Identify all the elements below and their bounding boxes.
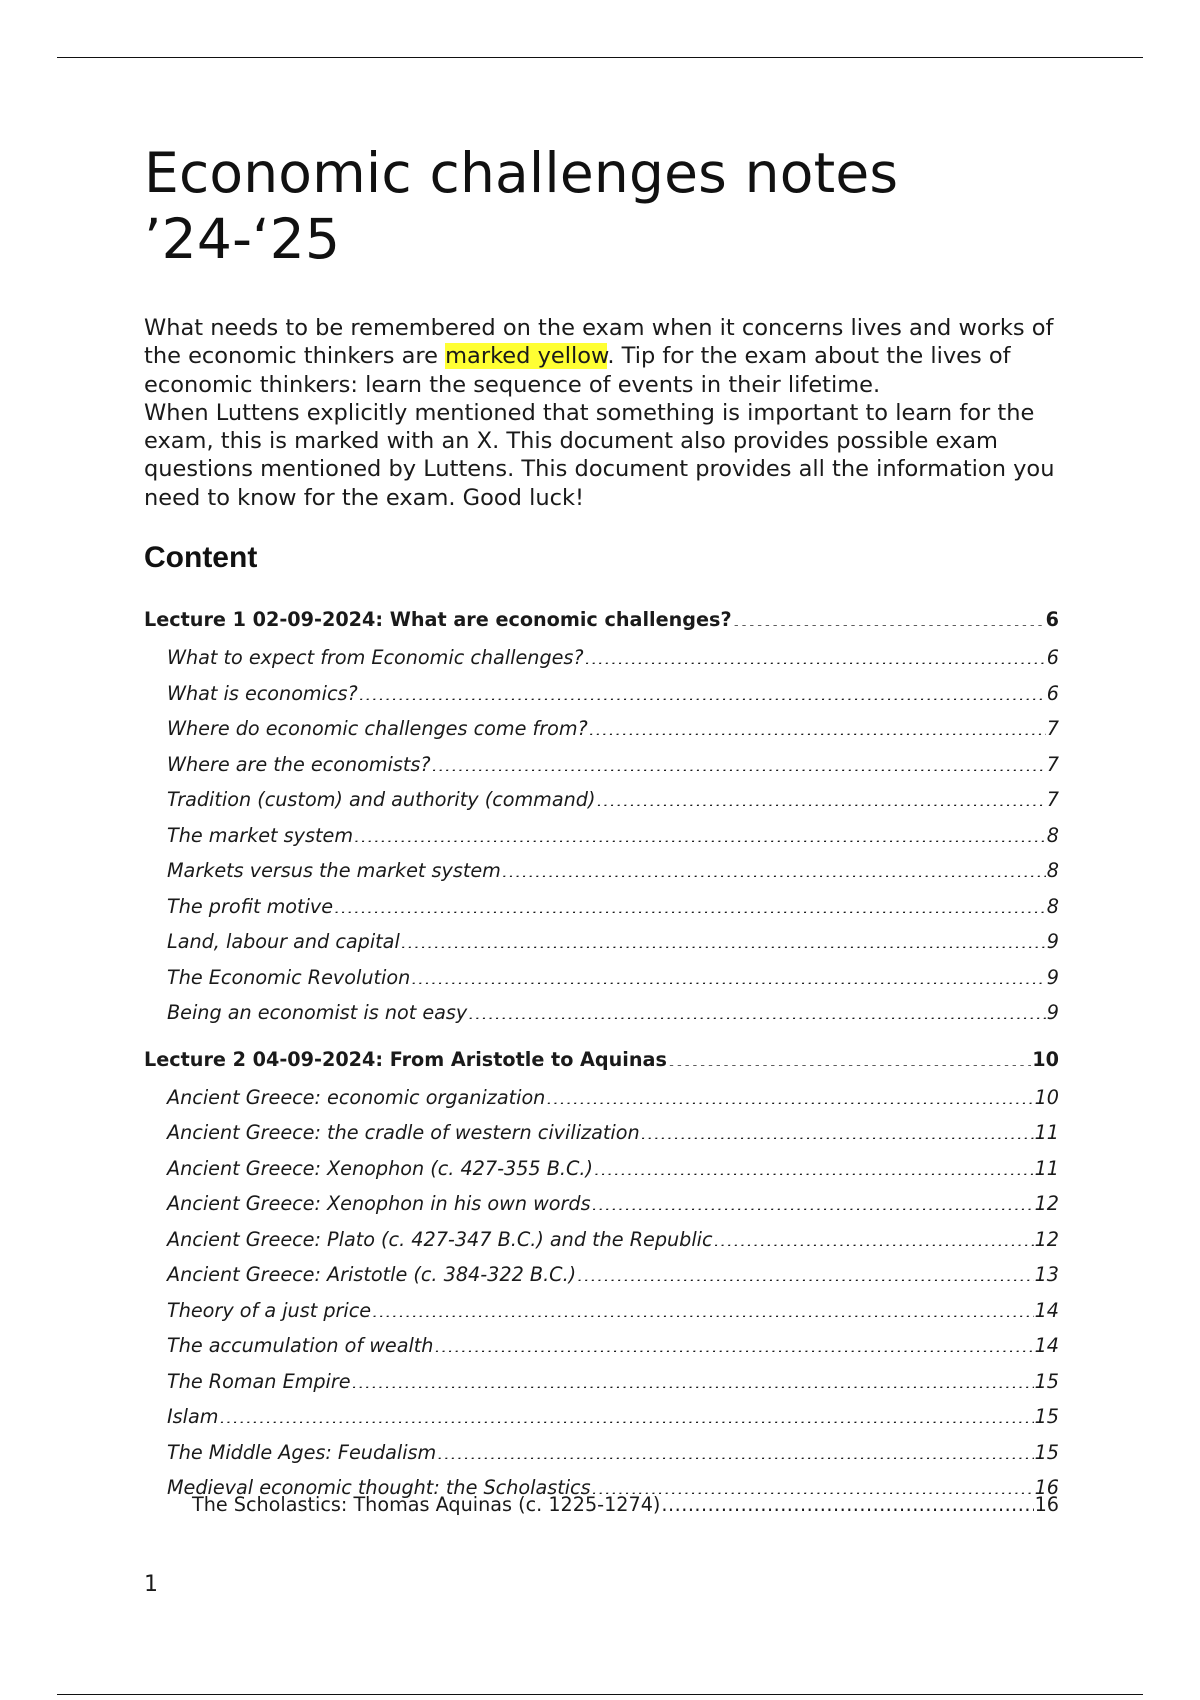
toc-entry-label: Ancient Greece: Xenophon (c. 427-355 B.C.) [167, 1156, 593, 1180]
toc-entry-page: 14 [1034, 1298, 1059, 1322]
toc-entry-page: 6 [1046, 646, 1059, 670]
toc-entry-page: 12 [1034, 1192, 1059, 1216]
toc-leader-dots [577, 1258, 1033, 1281]
toc-leader-dots [502, 854, 1046, 877]
toc-entry-page: 15 [1034, 1369, 1059, 1393]
intro-paragraph-1 [144, 314, 1059, 399]
toc-leader-dots [411, 961, 1046, 984]
toc-entry-label: The profit motive [167, 894, 334, 918]
toc-item[interactable] [144, 1151, 1059, 1187]
intro-text-end: . Tip for the exam about the lives of economic thinkers: learn the sequence of events in their lifetime. [144, 343, 1011, 398]
toc-item[interactable] [144, 924, 1059, 960]
table-of-contents [144, 600, 1059, 1518]
toc-entry-label: The accumulation of wealth [167, 1334, 434, 1358]
toc-entry-label: What to expect from Economic challenges? [167, 646, 584, 670]
toc-leader-dots [354, 819, 1046, 842]
toc-item[interactable] [144, 1186, 1059, 1222]
header-rule [57, 57, 1143, 58]
toc-entry-label: Theory of a just price [167, 1298, 372, 1322]
toc-entry-page: 12 [1034, 1227, 1059, 1251]
toc-entry-page: 10 [1034, 1085, 1059, 1109]
toc-entry-label: What is economics? [167, 681, 358, 705]
toc-item[interactable] [144, 1115, 1059, 1151]
toc-entry-page: 8 [1046, 823, 1059, 847]
toc-entry-page: 9 [1046, 930, 1059, 954]
toc-item[interactable] [144, 995, 1059, 1031]
toc-leader-dots [733, 603, 1045, 626]
toc-entry-page: 8 [1046, 894, 1059, 918]
toc-item[interactable] [144, 853, 1059, 889]
toc-entry-page: 13 [1034, 1263, 1059, 1287]
toc-entry-label: The Economic Revolution [167, 965, 411, 989]
toc-item[interactable] [144, 889, 1059, 925]
toc-leader-dots [592, 1471, 1034, 1494]
toc-subitem[interactable] [144, 1494, 1059, 1518]
toc-leader-dots [468, 996, 1046, 1019]
toc-entry-label: Ancient Greece: economic organization [167, 1085, 546, 1109]
footer-rule [57, 1694, 1143, 1695]
toc-item[interactable] [144, 747, 1059, 783]
toc-item[interactable] [144, 1257, 1059, 1293]
toc-entry-label: Ancient Greece: Aristotle (c. 384-322 B.C.) [167, 1263, 577, 1287]
intro-paragraph-2: When Luttens explicitly mentioned that something is important to learn for the exam, this is marked with an X. This document also provides possible exam questions mentioned by Luttens. This document provides all the information you need to know for the exam. Good luck! [144, 399, 1055, 511]
toc-entry-label: Where do economic challenges come from? [167, 717, 588, 741]
toc-entry-label: The Middle Ages: Feudalism [167, 1440, 437, 1464]
toc-entry-label: Lecture 2 04-09-2024: From Aristotle to Aquinas [144, 1047, 667, 1071]
toc-leader-dots [401, 925, 1046, 948]
highlight-marked-yellow: marked yellow [445, 343, 608, 370]
toc-entry-label: Ancient Greece: Plato (c. 427-347 B.C.) and the Republic [167, 1227, 713, 1251]
toc-entry-label: Lecture 1 02-09-2024: What are economic challenges? [144, 608, 732, 632]
page-number: 1 [144, 1572, 158, 1597]
toc-entry-label: Ancient Greece: the cradle of western civilization [167, 1121, 640, 1145]
toc-entry-label: Tradition (custom) and authority (command) [167, 788, 596, 812]
toc-entry-page: 9 [1046, 965, 1059, 989]
toc-entry-page: 16 [1034, 1492, 1059, 1516]
toc-lecture-2[interactable] [144, 1040, 1059, 1080]
toc-entry-label: The market system [167, 823, 354, 847]
toc-leader-dots [641, 1116, 1034, 1139]
toc-entry-label: Ancient Greece: Xenophon in his own words [167, 1192, 591, 1216]
toc-entry-page: 7 [1046, 788, 1059, 812]
toc-leader-dots [592, 1187, 1034, 1210]
toc-entry-page: 6 [1046, 681, 1059, 705]
toc-item[interactable] [144, 1080, 1059, 1116]
toc-leader-dots [661, 1494, 1033, 1517]
toc-entry-label: The Scholastics: Thomas Aquinas (c. 1225-1274) [192, 1492, 661, 1516]
toc-entry-page: 15 [1034, 1440, 1059, 1464]
toc-leader-dots [596, 783, 1045, 806]
toc-item[interactable] [144, 640, 1059, 676]
document-page [144, 140, 1059, 1518]
toc-leader-dots [352, 1365, 1034, 1388]
toc-leader-dots [668, 1043, 1031, 1066]
toc-leader-dots [219, 1400, 1033, 1423]
toc-item[interactable] [144, 1293, 1059, 1329]
toc-entry-page: 16 [1034, 1476, 1059, 1500]
toc-leader-dots [372, 1294, 1033, 1317]
toc-item[interactable] [144, 818, 1059, 854]
toc-entry-label: Markets versus the market system [167, 859, 501, 883]
toc-item[interactable] [144, 782, 1059, 818]
toc-item[interactable] [144, 1435, 1059, 1471]
toc-leader-dots [585, 641, 1046, 664]
toc-leader-dots [437, 1436, 1033, 1459]
toc-entry-page: 15 [1034, 1405, 1059, 1429]
toc-item[interactable] [144, 1222, 1059, 1258]
content-heading: Content [144, 541, 258, 575]
toc-item[interactable] [144, 1399, 1059, 1435]
toc-entry-page: 9 [1046, 1001, 1059, 1025]
toc-item[interactable] [144, 960, 1059, 996]
toc-entry-label: Being an economist is not easy [167, 1001, 468, 1025]
toc-entry-label: Land, labour and capital [167, 930, 400, 954]
intro-text [144, 314, 1059, 512]
toc-item[interactable] [144, 1364, 1059, 1400]
toc-entry-label: Where are the economists? [167, 752, 431, 776]
toc-entry-page: 11 [1034, 1121, 1059, 1145]
toc-leader-dots [359, 677, 1046, 700]
toc-entry-page: 7 [1046, 752, 1059, 776]
toc-item[interactable] [144, 711, 1059, 747]
toc-leader-dots [589, 712, 1046, 735]
toc-leader-dots [546, 1081, 1033, 1104]
toc-entry-page: 11 [1034, 1156, 1059, 1180]
toc-entry-label: Medieval economic thought: the Scholastics [167, 1476, 591, 1500]
toc-item[interactable] [144, 1328, 1059, 1364]
toc-leader-dots [434, 1329, 1033, 1352]
toc-leader-dots [334, 890, 1046, 913]
toc-entry-label: The Roman Empire [167, 1369, 351, 1393]
toc-leader-dots [714, 1223, 1034, 1246]
toc-entry-page: 14 [1034, 1334, 1059, 1358]
toc-leader-dots [594, 1152, 1034, 1175]
toc-leader-dots [432, 748, 1046, 771]
toc-item[interactable] [144, 676, 1059, 712]
toc-entry-page: 6 [1045, 608, 1059, 632]
document-title: Economic challenges notes ’24-‘25 [144, 141, 899, 271]
toc-entry-page: 7 [1046, 717, 1059, 741]
toc-lecture-1[interactable] [144, 600, 1059, 640]
toc-entry-page: 10 [1032, 1047, 1059, 1071]
toc-entry-label: Islam [167, 1405, 219, 1429]
toc-entry-page: 8 [1046, 859, 1059, 883]
intro-text-start: What needs to be remembered on the exam when it concerns lives and works of the economic thinkers are [144, 315, 1054, 370]
